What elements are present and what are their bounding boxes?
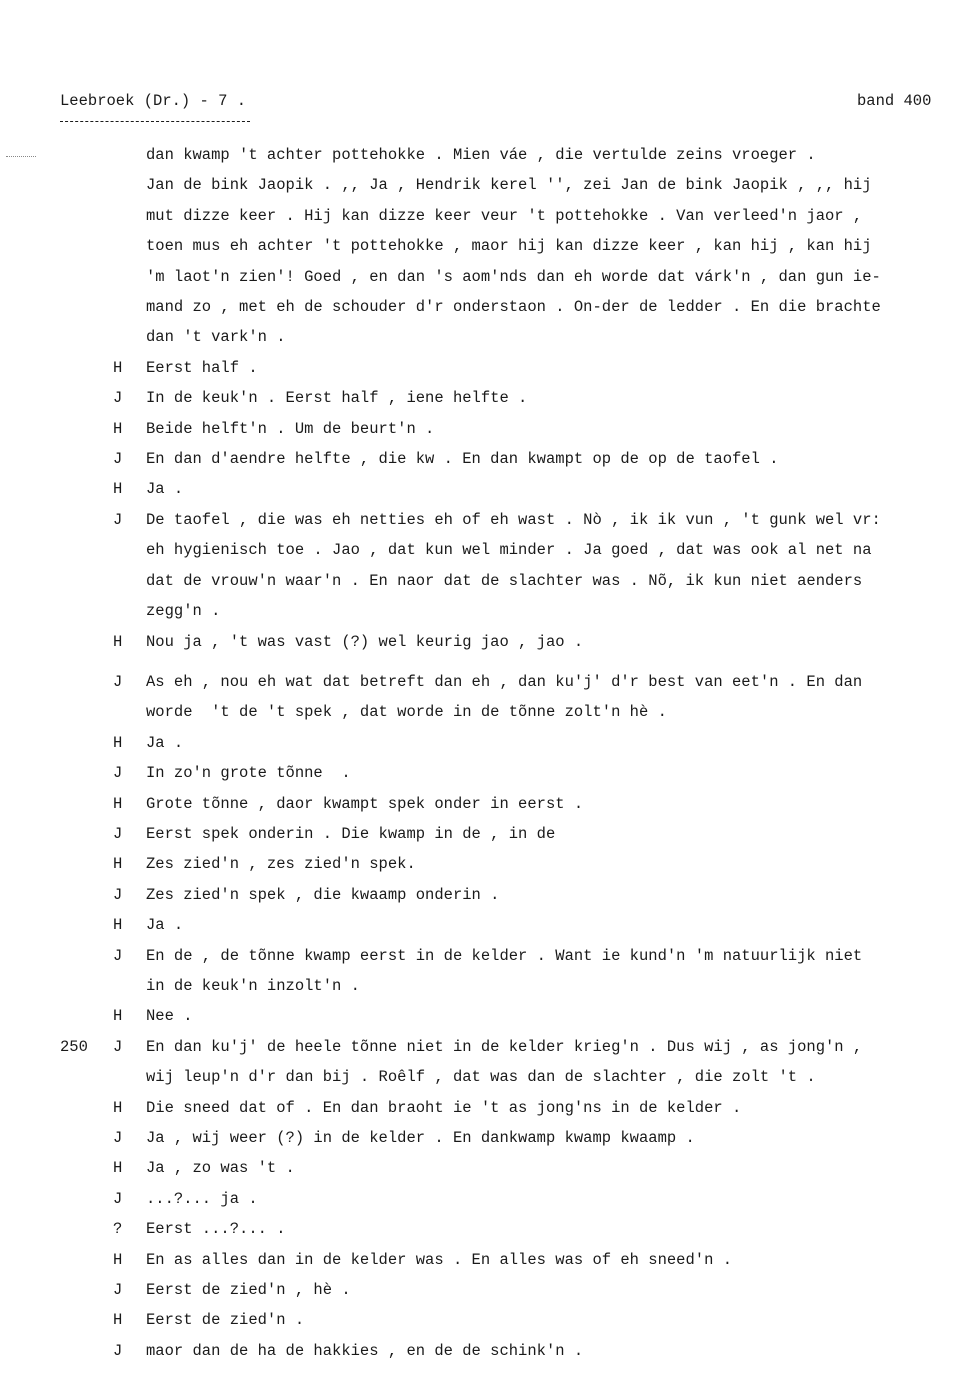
transcript-turn xyxy=(0,758,979,788)
utterance-line: dan kwamp 't achter pottehokke . Mien váe , die vertulde zeins vroeger . xyxy=(146,146,816,164)
speaker-label: H xyxy=(113,632,123,651)
transcript-turn xyxy=(0,849,979,879)
utterance-line: Nou ja , 't was vast (?) wel keurig jao , jao . xyxy=(146,632,584,651)
utterance-line: 'm laot'n zien'! Goed , en dan 's aom'nds dan eh worde dat várk'n , dan gun ie- xyxy=(146,267,881,286)
transcript-turn xyxy=(0,1214,979,1244)
utterance-line: Die sneed dat of . En dan braoht ie 't as jong'ns in de kelder . xyxy=(146,1098,742,1117)
speaker-label: H xyxy=(113,916,123,935)
line-number: 250 xyxy=(60,1037,88,1056)
transcript-turn xyxy=(0,1305,979,1335)
speaker-label: H xyxy=(113,480,123,499)
utterance-line: mut dizze keer . Hij kan dizze keer veur 't pottehokke . Van verleed'n jaor , xyxy=(146,206,863,225)
utterance-line: En dan d'aendre helfte , die kw . En dan kwampt op de op de taofel . xyxy=(146,450,779,469)
utterance-line: Eerst half . xyxy=(146,358,258,377)
transcript-turn xyxy=(0,140,979,353)
utterance-line: Ja , zo was 't . xyxy=(146,1159,295,1178)
utterance-line: In zo'n grote tõnne . xyxy=(146,764,351,783)
transcript-turn xyxy=(0,880,979,910)
utterance-line: maor dan de ha de hakkies , en de de schink'n . xyxy=(146,1341,584,1360)
utterance-line: En as alles dan in de kelder was . En alles was of eh sneed'n . xyxy=(146,1250,732,1269)
utterance-line: Ja . xyxy=(146,916,184,935)
utterance-line: eh hygienisch toe . Jao , dat kun wel minder . Ja goed , dat was ook al net na xyxy=(146,541,872,560)
utterance-line: Eerst ...?... . xyxy=(146,1220,286,1239)
transcript-turn xyxy=(0,444,979,474)
utterance-line: En de , de tõnne kwamp eerst in de kelder . Want ie kund'n 'm natuurlijk niet xyxy=(146,946,863,965)
utterance-line: ...?... ja . xyxy=(146,1189,258,1208)
speaker-label: J xyxy=(113,824,123,843)
transcript-turn xyxy=(0,667,979,728)
utterance-line: En dan ku'j' de heele tõnne niet in de kelder krieg'n . Dus wij , as jong'n , xyxy=(146,1037,863,1056)
utterance-line: As eh , nou eh wat dat betreft dan eh , dan ku'j' d'r best van eet'n . En dan xyxy=(146,672,863,691)
transcript-turn xyxy=(0,1153,979,1183)
speaker-label: H xyxy=(113,419,123,438)
transcript-turn xyxy=(0,1093,979,1123)
transcript-turn xyxy=(0,1123,979,1153)
speaker-label: J xyxy=(113,1129,123,1147)
speaker-label: J xyxy=(113,510,123,529)
transcript-turn xyxy=(0,1032,979,1093)
page-header-tape: band 400 xyxy=(857,92,932,110)
speaker-label: J xyxy=(113,764,123,783)
utterance-line: Eerst spek onderin . Die kwamp in de , in de xyxy=(146,824,556,843)
transcript-turn xyxy=(0,910,979,940)
speaker-label: H xyxy=(113,733,123,752)
utterance-line: Ja . xyxy=(146,733,184,752)
transcript-turn xyxy=(0,1001,979,1031)
utterance-line: Nee . xyxy=(146,1007,193,1026)
utterance-line: in de keuk'n inzolt'n . xyxy=(146,976,360,995)
speaker-label: J xyxy=(113,1341,123,1360)
utterance-line: In de keuk'n . Eerst half , iene helfte . xyxy=(146,389,528,408)
page-header-location: Leebroek (Dr.) - 7 . xyxy=(60,92,247,110)
transcript-turn xyxy=(0,819,979,849)
transcript-turn xyxy=(0,1184,979,1214)
speaker-label: H xyxy=(113,794,123,813)
speaker-label: J xyxy=(113,946,123,965)
utterance-line: mand zo , met eh de schouder d'r onderstaon . On-der de ledder . En die brachte xyxy=(146,298,881,317)
speaker-label: ? xyxy=(113,1220,123,1239)
utterance-line: toen mus eh achter 't pottehokke , maor hij kan dizze keer , kan hij , kan hij xyxy=(146,237,872,256)
transcript-turn xyxy=(0,627,979,657)
speaker-label: H xyxy=(113,1250,123,1269)
transcript xyxy=(0,140,979,1366)
utterance-line: Jan de bink Jaopik . ,, Ja , Hendrik kerel '', zei Jan de bink Jaopik , ,, hij xyxy=(146,176,872,195)
utterance-line: Eerst de zied'n , hè . xyxy=(146,1281,351,1300)
utterance-line: worde 't de 't spek , dat worde in de tõnne zolt'n hè . xyxy=(146,703,667,722)
speaker-label: J xyxy=(113,1281,123,1300)
header-underline xyxy=(60,121,250,122)
speaker-label: H xyxy=(113,1007,123,1026)
utterance-line: wij leup'n d'r dan bij . Roêlf , dat was dan de slachter , die zolt 't . xyxy=(146,1068,816,1087)
speaker-label: J xyxy=(113,1037,123,1056)
utterance-line: Zes zied'n spek , die kwaamp onderin . xyxy=(146,885,500,904)
speaker-label: J xyxy=(113,450,123,469)
speaker-label: H xyxy=(113,1311,123,1330)
transcript-turn xyxy=(0,353,979,383)
speaker-label: J xyxy=(113,389,123,408)
utterance-line: Ja . xyxy=(146,480,184,499)
transcript-turn xyxy=(0,383,979,413)
utterance-line: dan 't vark'n . xyxy=(146,328,286,347)
transcript-turn xyxy=(0,789,979,819)
speaker-label: H xyxy=(113,855,123,874)
transcript-turn xyxy=(0,1336,979,1366)
utterance-line: De taofel , die was eh netties eh of eh wast . Nò , ik ik vun , 't gunk wel vr: xyxy=(146,510,881,529)
transcript-turn xyxy=(0,414,979,444)
transcript-turn xyxy=(0,474,979,504)
utterance-line: Grote tõnne , daor kwampt spek onder in eerst . xyxy=(146,794,584,813)
speaker-label: J xyxy=(113,672,123,691)
transcript-turn xyxy=(0,1245,979,1275)
transcript-turn xyxy=(0,728,979,758)
utterance-line: Eerst de zied'n . xyxy=(146,1311,305,1330)
utterance-line: Ja , wij weer (?) in de kelder . En dankwamp kwamp kwaamp . xyxy=(146,1129,695,1147)
transcript-turn xyxy=(0,941,979,1002)
speaker-label: H xyxy=(113,1098,123,1117)
speaker-label: J xyxy=(113,1189,123,1208)
speaker-label: H xyxy=(113,358,123,377)
utterance-line: Zes zied'n , zes zied'n spek. xyxy=(146,855,416,874)
utterance-line: zegg'n . xyxy=(146,602,221,621)
utterance-line: dat de vrouw'n waar'n . En naor dat de slachter was . Nõ, ik kun niet aenders xyxy=(146,571,863,590)
utterance-line: Beide helft'n . Um de beurt'n . xyxy=(146,419,435,438)
speaker-label: H xyxy=(113,1159,123,1178)
speaker-label: J xyxy=(113,885,123,904)
transcript-turn xyxy=(0,505,979,627)
transcript-turn xyxy=(0,1275,979,1305)
